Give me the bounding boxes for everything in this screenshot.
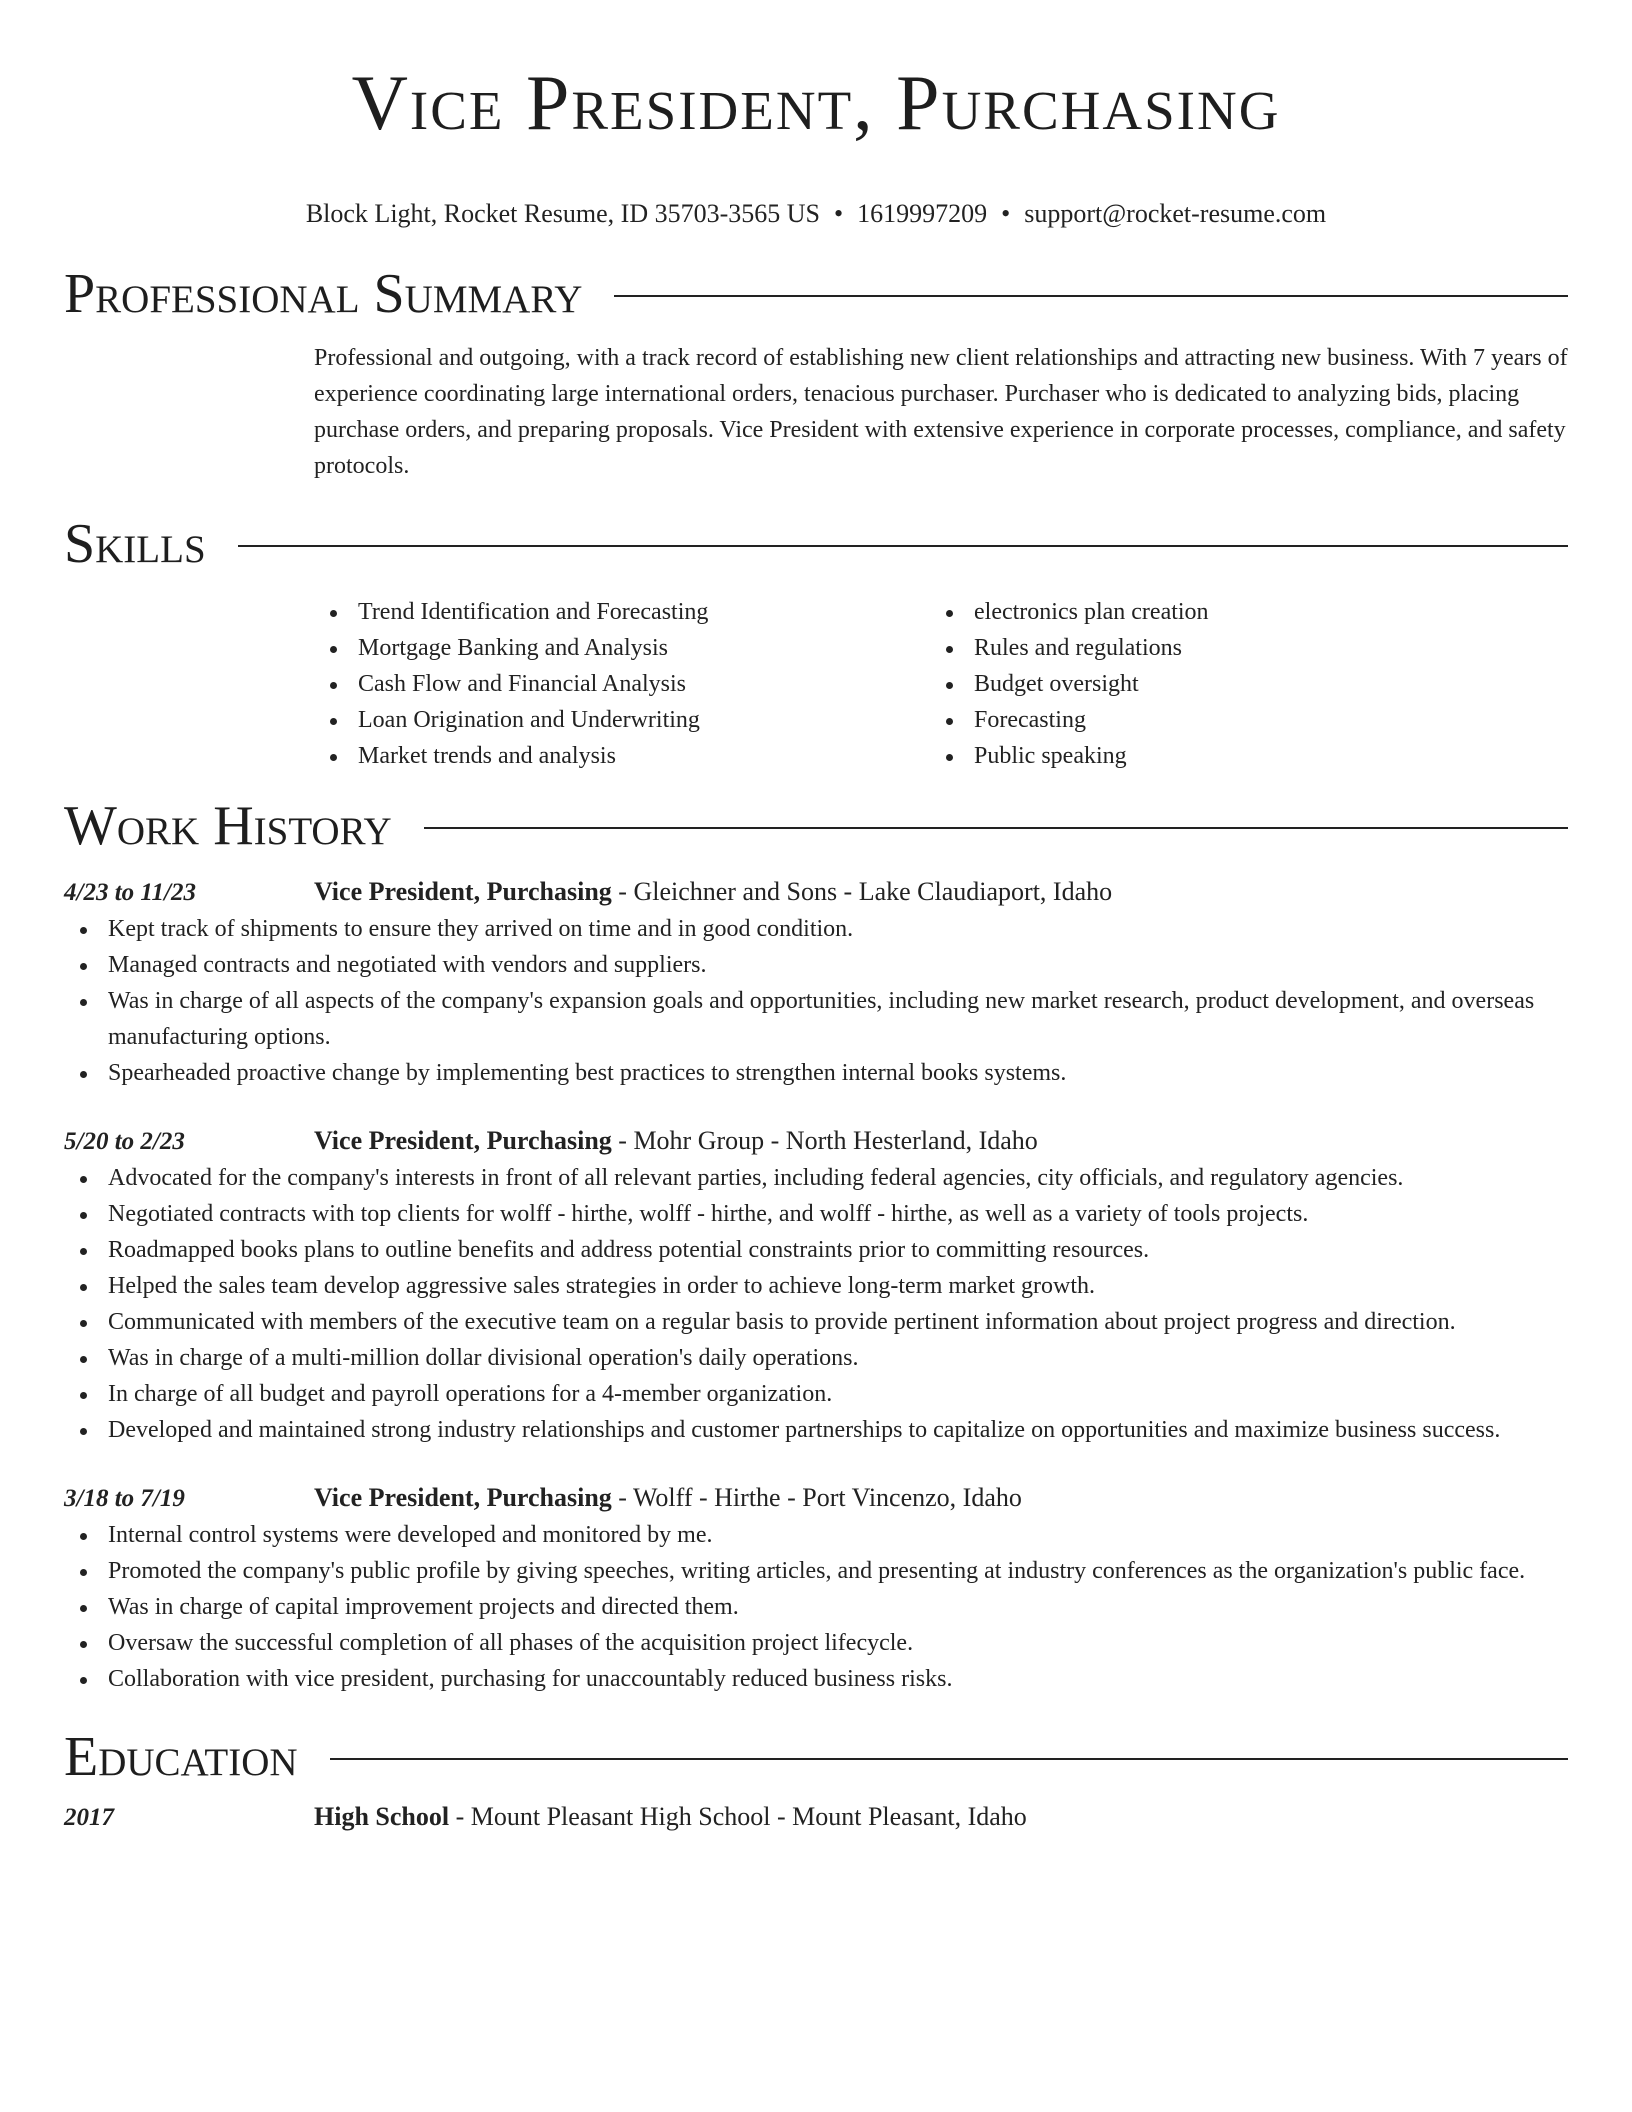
job-company-location: - Mohr Group - North Hesterland, Idaho — [611, 1126, 1038, 1155]
job-title: Vice President, Purchasing — [314, 1483, 612, 1512]
skill-item: Market trends and analysis — [314, 738, 930, 774]
job-header — [64, 1480, 1568, 1517]
job-entry — [64, 874, 1568, 1091]
responsibility-item: Communicated with members of the executive team on a regular basis to provide pertinent information about project progress and direction. — [64, 1304, 1568, 1340]
work-history-section — [64, 792, 1568, 1697]
summary-body — [314, 340, 1568, 484]
section-divider — [330, 1758, 1568, 1760]
education-heading — [314, 1799, 1027, 1835]
skill-item: Forecasting — [930, 702, 1546, 738]
skill-item: Public speaking — [930, 738, 1546, 774]
skill-item: Loan Origination and Underwriting — [314, 702, 930, 738]
job-dates: 4/23 to 11/23 — [64, 879, 196, 906]
job-dates: 3/18 to 7/19 — [64, 1485, 185, 1512]
job-header — [64, 874, 1568, 911]
contact-address: Block Light, Rocket Resume, ID 35703-3565 US — [305, 199, 821, 228]
responsibility-item: Collaboration with vice president, purchasing for unaccountably reduced business risks. — [64, 1661, 1568, 1697]
responsibility-item: Helped the sales team develop aggressive sales strategies in order to achieve long-term market growth. — [64, 1268, 1568, 1304]
responsibility-item: Developed and maintained strong industry relationships and customer partnerships to capitalize on opportunities and maximize business success. — [64, 1412, 1568, 1448]
responsibility-item: Kept track of shipments to ensure they arrived on time and in good condition. — [64, 911, 1568, 947]
job-responsibilities — [64, 1160, 1568, 1448]
skill-item: electronics plan creation — [930, 594, 1546, 630]
section-header — [64, 510, 1568, 578]
section-divider — [614, 295, 1568, 297]
job-entry — [64, 1480, 1568, 1697]
responsibility-item: Advocated for the company's interests in front of all relevant parties, including federal agencies, city officials, and regulatory agencies. — [64, 1160, 1568, 1196]
education-entry — [64, 1799, 1568, 1836]
section-title-summary: Professional Summary — [64, 263, 583, 325]
section-header — [64, 792, 1568, 860]
job-entry — [64, 1123, 1568, 1448]
job-company-location: - Gleichner and Sons - Lake Claudiaport, Idaho — [611, 877, 1113, 906]
section-title-education: Education — [64, 1726, 298, 1788]
skill-item: Budget oversight — [930, 666, 1546, 702]
section-divider — [424, 827, 1568, 829]
job-dates: 5/20 to 2/23 — [64, 1128, 185, 1155]
education-degree: High School — [314, 1802, 450, 1831]
responsibility-item: Oversaw the successful completion of all phases of the acquisition project lifecycle. — [64, 1625, 1568, 1661]
job-title: Vice President, Purchasing — [314, 877, 612, 906]
job-heading — [314, 874, 1112, 910]
education-year: 2017 — [64, 1804, 114, 1831]
resume-header — [64, 0, 1568, 230]
responsibility-item: Was in charge of capital improvement projects and directed them. — [64, 1589, 1568, 1625]
skills-columns — [314, 594, 1568, 774]
skill-item: Rules and regulations — [930, 630, 1546, 666]
education-school-location: - Mount Pleasant High School - Mount Pleasant, Idaho — [449, 1802, 1027, 1831]
section-divider — [238, 545, 1568, 547]
responsibility-item: Was in charge of all aspects of the company's expansion goals and opportunities, including new market research, product development, and overseas manufacturing options. — [64, 983, 1568, 1055]
contact-separator: • — [1001, 199, 1011, 228]
job-header — [64, 1123, 1568, 1160]
education-section — [64, 1723, 1568, 1836]
skills-list-right — [930, 594, 1546, 774]
skill-item: Mortgage Banking and Analysis — [314, 630, 930, 666]
contact-separator: • — [834, 199, 844, 228]
job-heading — [314, 1480, 1022, 1516]
section-title-work-history: Work History — [64, 795, 392, 857]
section-header — [64, 1723, 1568, 1791]
job-responsibilities — [64, 1517, 1568, 1697]
skill-item: Cash Flow and Financial Analysis — [314, 666, 930, 702]
job-responsibilities — [64, 911, 1568, 1091]
responsibility-item: Roadmapped books plans to outline benefits and address potential constraints prior to committing resources. — [64, 1232, 1568, 1268]
contact-phone: 1619997209 — [857, 199, 988, 228]
job-company-location: - Wolff - Hirthe - Port Vincenzo, Idaho — [611, 1483, 1022, 1512]
skills-list-left — [314, 594, 930, 774]
contact-line — [64, 198, 1568, 230]
responsibility-item: Was in charge of a multi-million dollar divisional operation's daily operations. — [64, 1340, 1568, 1376]
summary-section — [64, 260, 1568, 484]
job-heading — [314, 1123, 1038, 1159]
responsibility-item: Spearheaded proactive change by implementing best practices to strengthen internal books systems. — [64, 1055, 1568, 1091]
candidate-name: Vice President, Purchasing — [351, 59, 1281, 146]
skill-item: Trend Identification and Forecasting — [314, 594, 930, 630]
education-header — [64, 1799, 1568, 1836]
contact-email: support@rocket-resume.com — [1024, 199, 1327, 228]
skills-section — [64, 510, 1568, 774]
responsibility-item: Promoted the company's public profile by giving speeches, writing articles, and presenting at industry conferences as the organization's public face. — [64, 1553, 1568, 1589]
section-title-skills: Skills — [64, 513, 206, 575]
responsibility-item: Internal control systems were developed and monitored by me. — [64, 1517, 1568, 1553]
responsibility-item: Managed contracts and negotiated with vendors and suppliers. — [64, 947, 1568, 983]
summary-text: Professional and outgoing, with a track record of establishing new client relationships and attracting new business. With 7 years of experience coordinating large international orders, tenacious purchaser. Purchaser who is dedicated to analyzing bids, placing purchase orders, and preparing proposals. Vice President with extensive experience in corporate processes, compliance, and safety protocols. — [314, 345, 1568, 479]
section-header — [64, 260, 1568, 328]
responsibility-item: Negotiated contracts with top clients for wolff - hirthe, wolff - hirthe, and wolff - hirthe, as well as a variety of tools projects. — [64, 1196, 1568, 1232]
job-title: Vice President, Purchasing — [314, 1126, 612, 1155]
responsibility-item: In charge of all budget and payroll operations for a 4-member organization. — [64, 1376, 1568, 1412]
